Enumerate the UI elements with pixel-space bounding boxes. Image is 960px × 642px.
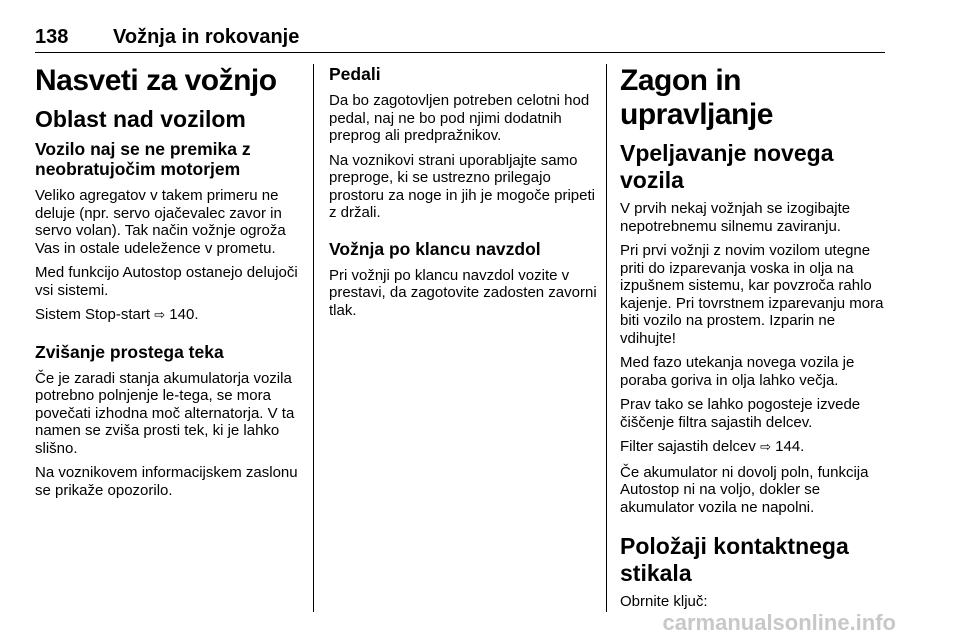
paragraph-filter-ref [620,438,890,457]
page-number: 138 [35,26,69,48]
stop-start-ref[interactable]: 140. [169,306,199,323]
paragraph-opozorilo: Na voznikovem informacijskem zaslonu se prikaže opozorilo. [35,464,298,499]
page-header [35,26,885,53]
column-right [620,64,890,618]
heading-klanec: Vožnja po klancu navzdol [329,238,541,259]
paragraph-stop-start [35,306,303,325]
column-divider-2 [606,64,607,612]
paragraph-filter: Prav tako se lahko pogosteje izvede čiščenje filtra sajastih delcev. [620,396,861,431]
page-ref-icon: ⇨ [760,440,771,455]
filter-text: Filter sajastih delcev [620,438,756,455]
heading-prosti-tek: Zvišanje prostega teka [35,341,224,362]
paragraph-akumulator: Če je zaradi stanja akumulatorja vozila potrebno polnjenje le-tega, se mora povečati izhodna moč alternatorja. V ta namen se zviša prosti tek, ki je lahko slišno. [35,369,295,457]
watermark-text: carmanualsonline.info [662,610,896,635]
paragraph-izparevanje: Pri prvi vožnji z novim vozilom utegne priti do izparevanja voska in olja na izpušnem sistemu, kar povzroča rahlo kajenje. Pri tovrstnem izparevanju mora biti vozilo na prostem. Izparin ne vdihujte! [620,242,884,347]
heading-zagon: Zagon in upravljanje [620,64,773,131]
stop-start-text: Sistem Stop-start [35,306,151,323]
section-title: Vožnja in rokovanje [113,26,300,48]
heading-vozilo: Vozilo naj se ne premika z neobratujočim motorjem [35,139,251,179]
column-divider-1 [313,64,314,612]
paragraph-klanec: Pri vožnji po klancu navzdol vozite v prestavi, da zagotovite zadosten zavorni tlak. [329,266,597,319]
column-middle [329,64,597,326]
heading-nasveti: Nasveti za vožnjo [35,64,277,97]
paragraph-akumulator-autostop: Če akumulator ni dovolj poln, funkcija Autostop ni na voljo, dokler se akumulator vozila ne napolni. [620,463,869,516]
heading-oblast: Oblast nad vozilom [35,106,246,132]
heading-pedali: Pedali [329,64,381,84]
filter-ref[interactable]: 144. [775,438,805,455]
column-left [35,64,303,506]
paragraph-autostop: Med funkcijo Autostop ostanejo delujoči vsi sistemi. [35,264,298,299]
paragraph-obrnite: Obrnite ključ: [620,593,708,610]
paragraph-preproge: Na voznikovi strani uporabljajte samo preproge, ki se ustrezno prilegajo prostoru za noge in jih je mogoče pripeti z držali. [329,151,595,221]
paragraph-zaviranje: V prvih nekaj vožnjah se izogibajte nepotrebnemu silnemu zaviranju. [620,200,851,235]
page-ref-icon: ⇨ [154,308,166,323]
paragraph-poraba: Med fazo utekanja novega vozila je poraba goriva in olja lahko večja. [620,354,855,389]
paragraph-agregati: Veliko agregatov v takem primeru ne deluje (npr. servo ojačevalec zavor in servo volan). Tak način vožnje ogroža Vas in ostale udeležence v prometu. [35,187,286,257]
heading-vpeljavanje: Vpeljavanje novega vozila [620,140,834,193]
paragraph-hod-pedal: Da bo zagotovljen potreben celotni hod pedal, naj ne bo pod njimi dodatnih preprog ali predpražnikov. [329,92,590,144]
heading-polozaji: Položaji kontaktnega stikala [620,533,849,586]
